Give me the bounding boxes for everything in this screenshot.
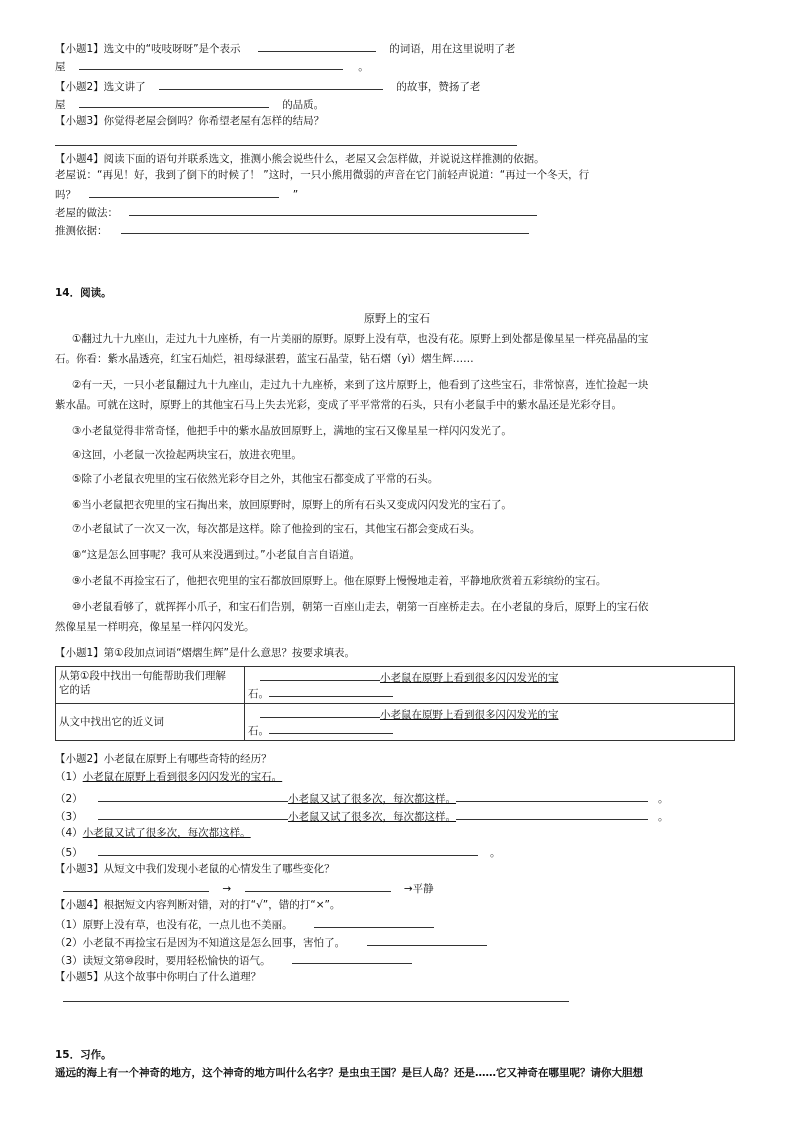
q14-sub5: 【小题5】从这个故事中你明白了什么道理？	[55, 971, 262, 983]
q14-sub2-item3: （3） 小老鼠又试了很多次，每次都这样。 。	[55, 808, 669, 824]
q14-sub1: 【小题1】第①段加点词语“熠熠生辉”是什么意思？按要求填表。	[55, 647, 355, 659]
passage-p10b: 然像星星一样明亮，像星星一样闪闪发光。	[55, 621, 255, 633]
answer-blank[interactable]	[121, 222, 529, 234]
passage-p9: ⑨小老鼠不再捡宝石了，他把衣兜里的宝石都放回原野上。他在原野上慢慢地走着，平静地欣赏着五彩缤纷的宝石。	[72, 575, 607, 587]
table-cell-label: 从文中找出它的近义词	[56, 704, 245, 741]
q15-prompt: 遥远的海上有一个神奇的地方，这个神奇的地方叫什么名字？是虫虫王国？是巨人岛？还是……它又神奇在哪里呢？请你大胆想	[55, 1067, 643, 1079]
passage-p4: ④这回，小老鼠一次捡起两块宝石，放进衣兜里。	[72, 449, 302, 461]
answer-blank[interactable]	[159, 78, 383, 90]
passage-p3: ③小老鼠觉得非常奇怪，他把手中的紫水晶放回原野上，满地的宝石又像星星一样闪闪发光了。	[72, 425, 512, 437]
table-cell-answer[interactable]: 小老鼠在原野上看到很多闪闪发光的宝 石。	[245, 667, 735, 704]
answer-blank[interactable]	[63, 990, 569, 1002]
q14-sub3-answer: → →平静	[55, 880, 434, 896]
answer-blank[interactable]	[367, 934, 487, 946]
passage-p2a: ②有一天，一只小老鼠翻过九十九座山，走过九十九座桥，来到了这片原野上，他看到了这些宝石，非常惊喜，连忙捡起一块	[72, 379, 649, 391]
q13-sub1-line2: 屋 。	[55, 58, 369, 74]
answer-blank[interactable]	[245, 880, 391, 892]
passage-title: 原野上的宝石	[364, 312, 430, 325]
passage-p7: ⑦小老鼠试了一次又一次，每次都是这样。除了他捡到的宝石，其他宝石都会变成石头。	[72, 523, 481, 535]
q13-sub2-line2: 屋 的品质。	[55, 96, 324, 112]
q14-sub2-item2: （2） 小老鼠又试了很多次，每次都这样。 。	[55, 790, 669, 806]
q14-sub2: 【小题2】小老鼠在原野上有哪些奇特的经历？	[55, 753, 272, 765]
answer-blank[interactable]	[89, 186, 279, 198]
table-row	[56, 667, 735, 704]
q13-sub4-quote: 老屋说：“再见！好，我到了倒下的时候了！ ”这时，一只小熊用微弱的声音在它门前轻声说道：“再过一个冬天，行	[55, 169, 590, 181]
q14-sub4: 【小题4】根据短文内容判断对错，对的打“√”，错的打“×”。	[55, 899, 341, 911]
q13-basis: 推测依据：	[55, 222, 533, 238]
q13-sub2-line1: 【小题2】选文讲了 的故事，赞扬了老	[55, 78, 480, 94]
q14-sub4-item1: （1）原野上没有草，也没有花，一点儿也不美丽。	[55, 916, 438, 932]
q13-sub3-answer[interactable]	[55, 134, 521, 150]
q14-sub3: 【小题3】从短文中我们发现小老鼠的心情发生了哪些变化？	[55, 863, 335, 875]
table-row	[56, 704, 735, 741]
answer-blank[interactable]	[79, 96, 269, 108]
q14-sub4-item2: （2）小老鼠不再捡宝石是因为不知道这是怎么回事，害怕了。	[55, 934, 491, 950]
q14-sub2-item5: （5） 。	[55, 844, 501, 860]
q15-heading: 15．习作。	[55, 1049, 112, 1061]
table-cell-answer[interactable]: 小老鼠在原野上看到很多闪闪发光的宝 石。	[245, 704, 735, 741]
answer-blank[interactable]	[63, 880, 209, 892]
answer-blank[interactable]	[129, 204, 537, 216]
passage-p1a: ①翻过九十九座山，走过九十九座桥，有一片美丽的原野。原野上没有草，也没有花。原野上到处都是像星星一样亮晶晶的宝	[72, 333, 649, 345]
passage-p8: ⑧“这是怎么回事呢？我可从来没遇到过。”小老鼠自言自语道。	[72, 549, 361, 561]
answer-blank[interactable]	[292, 952, 412, 964]
q13-sub4-quote-2: 吗？ ”	[55, 186, 298, 202]
q13-sub3: 【小题3】你觉得老屋会倒吗？你希望老屋有怎样的结局？	[55, 115, 325, 127]
q13-sub1-line1: 【小题1】选文中的“吱吱呀呀”是个表示 的词语，用在这里说明了老	[55, 40, 515, 56]
q14-sub4-item3: （3）读短文第⑩段时，要用轻松愉快的语气。	[55, 952, 416, 968]
q14-sub5-answer[interactable]	[55, 990, 573, 1006]
q14-heading: 14．阅读。	[55, 287, 112, 299]
answer-blank[interactable]	[79, 58, 343, 70]
answer-blank[interactable]	[55, 134, 517, 146]
passage-p1b: 石。你看：紫水晶透亮，红宝石灿烂，祖母绿湛碧，蓝宝石晶莹，钻石熠（yì）熠生辉……	[55, 353, 474, 365]
answer-blank[interactable]	[258, 40, 376, 52]
q13-house-action: 老屋的做法：	[55, 204, 541, 220]
passage-p6: ⑥当小老鼠把衣兜里的宝石掏出来，放回原野时，原野上的所有石头又变成闪闪发光的宝石了。	[72, 499, 512, 511]
passage-p10a: ⑩小老鼠看够了，就挥挥小爪子，和宝石们告别，朝第一百座山走去，朝第一百座桥走去。在小老鼠的身后，原野上的宝石依	[72, 601, 649, 613]
table-cell-label: 从第①段中找出一句能帮助我们理解 它的话	[56, 667, 245, 704]
fill-table	[55, 666, 735, 741]
q13-sub4: 【小题4】阅读下面的语句并联系选文，推测小熊会说些什么，老屋又会怎样做，并说说这样推测的依据。	[55, 153, 545, 165]
q14-sub2-item4: （4）小老鼠又试了很多次，每次都这样。	[55, 827, 251, 839]
passage-p2b: 紫水晶。可就在这时，原野上的其他宝石马上失去光彩，变成了平平常常的石头，只有小老鼠手中的紫水晶还是光彩夺目。	[55, 399, 622, 411]
answer-blank[interactable]	[98, 844, 478, 856]
q14-sub2-item1: （1）小老鼠在原野上看到很多闪闪发光的宝石。	[55, 771, 283, 783]
answer-blank[interactable]	[314, 916, 434, 928]
passage-p5: ⑤除了小老鼠衣兜里的宝石依然光彩夺目之外，其他宝石都变成了平常的石头。	[72, 473, 439, 485]
